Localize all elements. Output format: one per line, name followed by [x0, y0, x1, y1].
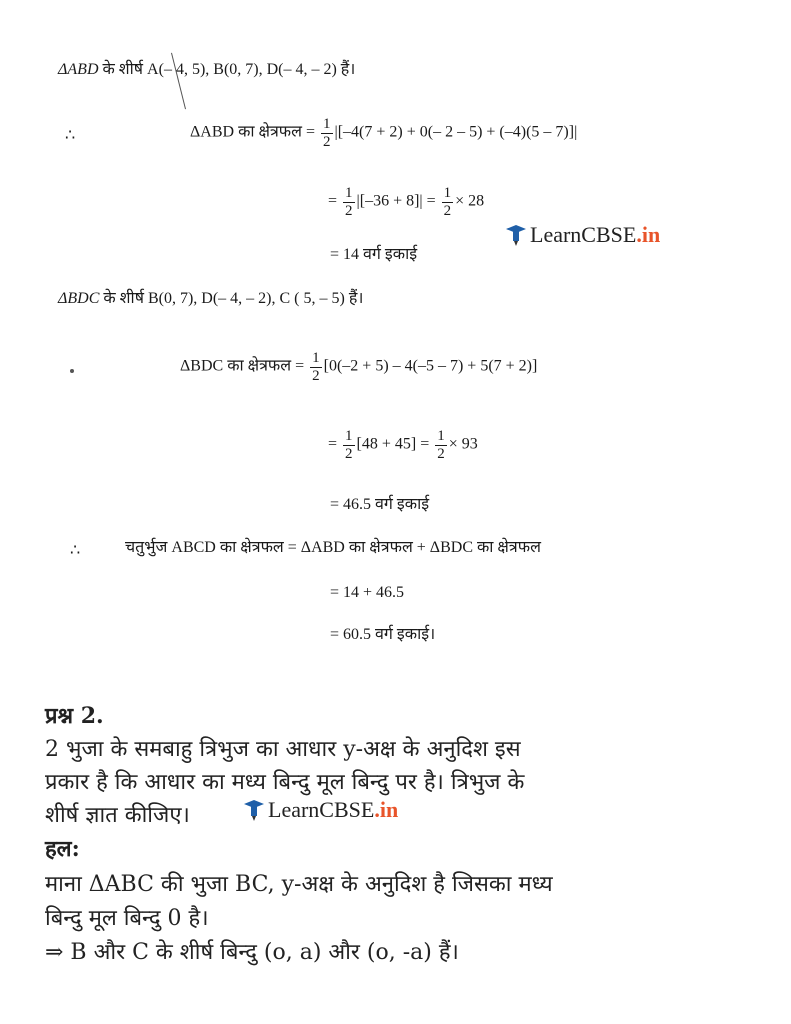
bdc-result: = 46.5 वर्ग इकाई — [330, 496, 430, 513]
triangle-bdc-symbol: ΔBDC — [58, 290, 100, 307]
fraction-numerator: 1 — [323, 116, 331, 132]
total-step1: = 14 + 46.5 — [330, 584, 405, 601]
bdc-area-line — [180, 350, 537, 384]
fraction-denominator: 2 — [345, 445, 353, 462]
bdc-step2-line — [328, 428, 478, 462]
bdc-vertices-line — [58, 291, 363, 307]
bdc-step2-tail: × 93 — [448, 435, 478, 453]
question-line: 2 भुजा के समबाहु त्रिभुज का आधार y-अक्ष के अनुदिश इस — [45, 737, 521, 762]
fraction-denominator: 2 — [437, 445, 445, 462]
abd-area-line — [190, 116, 577, 150]
graduation-cap-icon — [505, 223, 527, 247]
learncbse-watermark — [243, 797, 398, 823]
therefore-symbol: ∴ — [65, 127, 76, 144]
abd-step2-line — [328, 185, 484, 219]
abd-area-expression: |[–4(7 + 2) + 0(– 2 – 5) + (–4)(5 – 7)]| — [334, 123, 578, 141]
total-area-label: चतुर्भुज ABCD का क्षेत्रफल = ΔABD का क्षेत्रफल + ΔBDC का क्षेत्रफल — [125, 539, 541, 556]
fraction-half — [442, 185, 454, 219]
watermark-text: LearnCBSE — [530, 222, 637, 247]
fraction-half — [343, 428, 355, 462]
question-title: प्रश्न 2. — [45, 703, 104, 729]
abd-vertices-text: के शीर्ष A(– 4, 5), B(0, 7), D(– 4, – 2) हैं। — [98, 61, 356, 78]
bdc-vertices-text: के शीर्ष B(0, 7), D(– 4, – 2), C ( 5, – 5) हैं। — [99, 290, 364, 307]
abd-area-label: ΔABD का क्षेत्रफल = — [190, 123, 316, 141]
fraction-half — [321, 116, 333, 150]
graduation-cap-icon — [243, 798, 265, 822]
solution-line: माना ΔABC की भुजा BC, y-अक्ष के अनुदिश है जिसका मध्य — [45, 872, 553, 897]
bdc-area-label: ΔBDC का क्षेत्रफल = — [180, 357, 305, 375]
watermark-suffix: .in — [636, 222, 661, 247]
fraction-half — [343, 185, 355, 219]
therefore-symbol: ∴ — [70, 542, 81, 559]
fraction-half — [310, 350, 322, 384]
fraction-numerator: 1 — [437, 428, 445, 444]
bdc-area-expression: [0(–2 + 5) – 4(–5 – 7) + 5(7 + 2)] — [323, 357, 538, 375]
question-line: शीर्ष ज्ञात कीजिए। — [45, 803, 190, 828]
fraction-half — [435, 428, 447, 462]
fraction-denominator: 2 — [312, 367, 320, 384]
fraction-numerator: 1 — [312, 350, 320, 366]
watermark-suffix: .in — [374, 797, 399, 822]
watermark-text: LearnCBSE — [268, 797, 375, 822]
solution-line: बिन्दु मूल बिन्दु 0 है। — [45, 906, 209, 931]
solution-line: ⇒ B और C के शीर्ष बिन्दु (o, a) और (o, -a) हैं। — [45, 940, 459, 965]
equals-sign: = — [328, 435, 338, 453]
abd-result: = 14 वर्ग इकाई — [330, 246, 418, 263]
abd-step2-expression: |[–36 + 8]| = — [356, 192, 436, 210]
fraction-numerator: 1 — [345, 428, 353, 444]
scan-mark — [70, 369, 74, 373]
abd-step2-tail: × 28 — [455, 192, 485, 210]
fraction-denominator: 2 — [323, 133, 331, 150]
fraction-denominator: 2 — [345, 202, 353, 219]
bdc-step2-expression: [48 + 45] = — [356, 435, 430, 453]
equals-sign: = — [328, 192, 338, 210]
solution-title: हल: — [45, 836, 80, 862]
triangle-abd-symbol: ΔABD — [58, 61, 99, 78]
fraction-numerator: 1 — [443, 185, 452, 201]
abd-vertices-line — [58, 62, 355, 78]
fraction-numerator: 1 — [345, 185, 353, 201]
learncbse-watermark — [505, 222, 660, 248]
question-line: प्रकार है कि आधार का मध्य बिन्दु मूल बिन्दु पर है। त्रिभुज के — [45, 770, 525, 795]
fraction-denominator: 2 — [443, 202, 452, 219]
total-result: = 60.5 वर्ग इकाई। — [330, 626, 436, 643]
